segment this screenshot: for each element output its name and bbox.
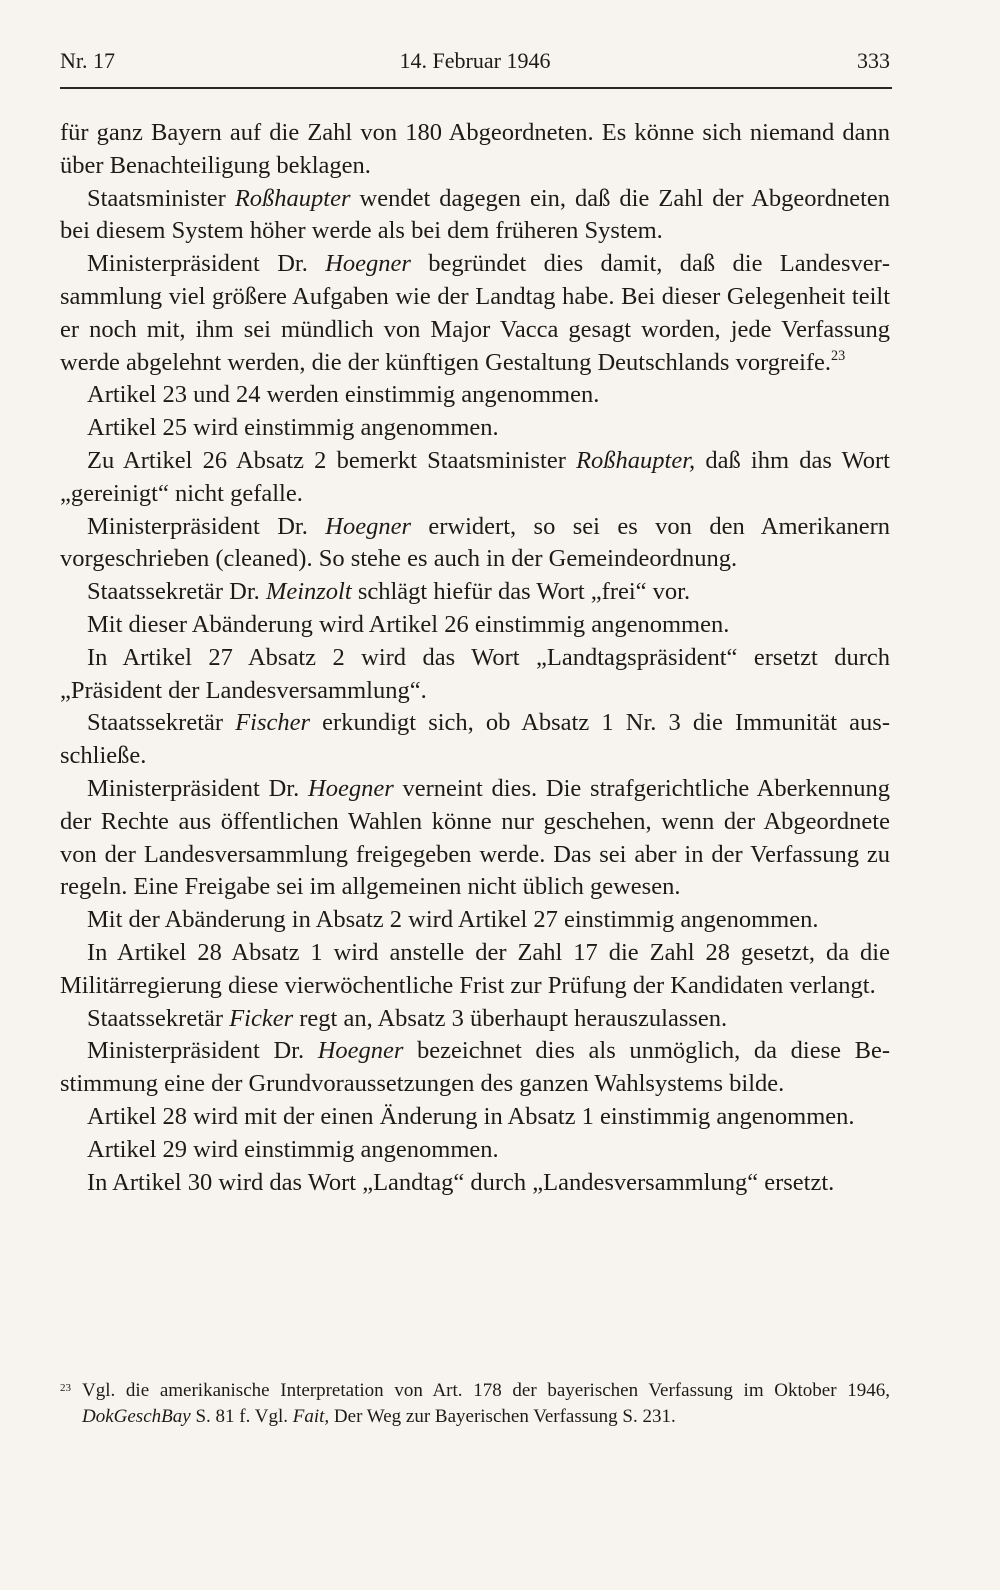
paragraph: Mit der Abänderung in Absatz 2 wird Artikel 27 einstimmig angenommen. (87, 906, 819, 934)
paragraph: In Artikel 28 Absatz 1 wird anstelle der Zahl 17 die Zahl 28 gesetzt, da die Militärregierung diese vierwöchentliche Frist zur Prüfung der Kandidaten verlangt. (60, 938, 890, 999)
footnote-reference[interactable]: 23 (831, 347, 846, 364)
speaker-name: Hoegner (308, 774, 394, 802)
paragraph: In Artikel 27 Absatz 2 wird das Wort „Landtagspräsident“ ersetzt durch „Präsident der Landesversammlung“. (60, 643, 890, 704)
speaker-name: Roßhaupter, (576, 446, 696, 474)
paragraph: Ministerpräsident Dr. Hoegner verneint dies. Die strafgerichtliche Aberkennung der Rechte aus öffentlichen Wahlen könne nur geschehen, wenn der Abgeordnete von der Landesversammlung freigegeben werde. Das sei aber in der Verfassung zu regeln. Eine Freigabe sei im allgemeinen nicht üblich gewesen. (60, 774, 890, 901)
speaker-name: Meinzolt (265, 578, 352, 606)
body-text (60, 117, 890, 1199)
paragraph: Artikel 29 wird einstimmig angenommen. (87, 1135, 499, 1163)
paragraph: Mit dieser Abänderung wird Artikel 26 einstimmig angenommen. (87, 610, 730, 638)
footnote: 23 Vgl. die amerikanische Interpretation von Art. 178 der bayerischen Verfassung im Oktober 1946, DokGeschBay S. 81 f. Vgl. Fait, Der Weg zur Bayerischen Verfassung S. 231. (60, 1378, 890, 1430)
footnotes (60, 1378, 890, 1430)
source-title: DokGeschBay (82, 1406, 191, 1427)
paragraph: Artikel 28 wird mit der einen Änderung in Absatz 1 einstimmig angenommen. (87, 1102, 855, 1130)
page-number: 333 (857, 48, 890, 73)
speaker-name: Hoegner (317, 1037, 404, 1065)
protocol-number: Nr. 17 (60, 48, 115, 73)
header-date: 14. Februar 1946 (399, 48, 551, 73)
paragraph: für ganz Bayern auf die Zahl von 180 Abgeordneten. Es könne sich niemand dann über Benachteiligung beklagen. (60, 119, 890, 179)
footnote-number: 23 (60, 1382, 71, 1394)
paragraph: Zu Artikel 26 Absatz 2 bemerkt Staatsminister Roßhaupter, daß ihm das Wort „gereinigt“ nicht gefalle. (60, 446, 890, 507)
paragraph: In Artikel 30 wird das Wort „Landtag“ durch „Landesversammlung“ ersetzt. (87, 1168, 835, 1196)
header-rule (60, 87, 892, 89)
paragraph: Staatssekretär Dr. Meinzolt schlägt hiefür das Wort „frei“ vor. (87, 578, 691, 606)
speaker-name: Hoegner (325, 512, 411, 540)
paragraph: Staatssekretär Ficker regt an, Absatz 3 überhaupt herauszulassen. (87, 1004, 728, 1032)
paragraph: Staatssekretär Fischer erkundigt sich, ob Absatz 1 Nr. 3 die Immunität ausschließe. (60, 709, 890, 770)
speaker-name: Fischer (235, 709, 311, 737)
running-header (60, 48, 890, 82)
paragraph: Artikel 25 wird einstimmig angenommen. (87, 414, 499, 442)
source-author: Fait, (292, 1406, 330, 1427)
speaker-name: Roßhaupter (234, 184, 351, 212)
speaker-name: Hoegner (325, 250, 411, 278)
paragraph: Ministerpräsident Dr. Hoegner bezeichnet dies als unmöglich, da diese Bestimmung eine der Grundvoraussetzungen des ganzen Wahlsystems bilde. (60, 1037, 890, 1098)
paragraph: Staatsminister Roßhaupter wendet dagegen ein, daß die Zahl der Abgeordneten bei diesem System höher werde als bei dem früheren System. (60, 184, 890, 245)
paragraph: Ministerpräsident Dr. Hoegner begründet dies damit, daß die Landesversammlung viel größere Aufgaben wie der Landtag habe. Bei dieser Gelegenheit teilt er noch mit, ihm sei mündlich von Major Vacca gesagt worden, jede Verfassung werde abgelehnt werden, die der künftigen Gestaltung Deutschlands vorgreife.$^{23}$ (60, 250, 891, 376)
paragraph: Ministerpräsident Dr. Hoegner erwidert, so sei es von den Amerikanern vorgeschrieben (cleaned). So stehe es auch in der Gemeindeordnung. (60, 512, 890, 573)
paragraph: Artikel 23 und 24 werden einstimmig angenommen. (87, 381, 600, 409)
speaker-name: Ficker (229, 1004, 294, 1032)
